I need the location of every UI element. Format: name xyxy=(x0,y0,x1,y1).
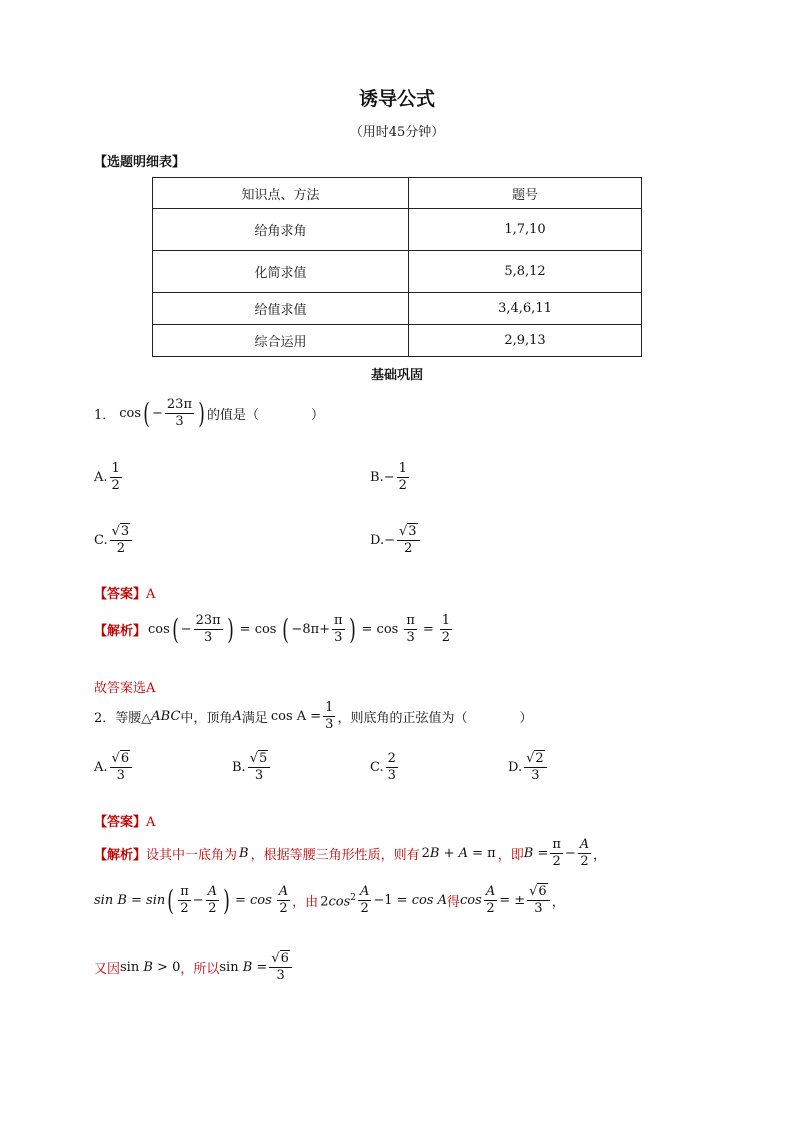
math-var: B xyxy=(239,846,249,862)
table-cell: 3,4,6,11 xyxy=(409,293,642,325)
math-expr: sin B = xyxy=(219,960,268,976)
minus-sign: − xyxy=(180,622,192,638)
fraction xyxy=(248,752,271,784)
math-expr: = ± xyxy=(499,893,526,909)
fraction-denominator: 2 xyxy=(116,541,126,557)
table-row xyxy=(153,251,642,293)
fraction-numerator: 23π xyxy=(194,614,223,630)
math-term: −8π+ xyxy=(291,622,331,638)
left-paren: ( xyxy=(171,612,179,646)
fraction-numerator: 1 xyxy=(110,462,122,478)
math-expr: B = π 2 − A 2 ， xyxy=(523,837,607,870)
analysis-line xyxy=(94,614,454,646)
fraction-denominator: 2 xyxy=(441,630,451,646)
section-heading: 基础巩固 xyxy=(370,368,423,383)
math-expr: cos xyxy=(460,893,482,909)
angle-name: A xyxy=(232,709,242,725)
table-row xyxy=(153,293,642,325)
fraction-numerator: √6 xyxy=(110,752,133,768)
table-cell: 1,7,10 xyxy=(409,209,642,251)
fraction: $\frac{√6}{3}$ xyxy=(269,952,292,984)
section-label: 【选题明细表】 xyxy=(94,155,186,170)
table-cell: 化简求值 xyxy=(153,251,409,293)
table-cell: 给角求角 xyxy=(153,209,409,251)
answer-value: A xyxy=(146,587,156,602)
right-paren: ) xyxy=(198,396,205,430)
radicand: 3 xyxy=(120,524,130,539)
option-label: C. xyxy=(94,533,108,549)
analysis-text: ，即 xyxy=(497,848,524,864)
question-number: 1． xyxy=(94,408,116,424)
option-b xyxy=(232,752,272,784)
analysis-label: 【解析】 xyxy=(94,624,147,640)
fraction-denominator: 3 xyxy=(531,768,540,784)
fraction xyxy=(165,398,194,430)
analysis-line-1 xyxy=(94,838,606,870)
option-c xyxy=(94,525,134,557)
cos-text: cos xyxy=(119,406,142,422)
fraction xyxy=(397,525,420,557)
fraction: $\frac{√6}{3}$ xyxy=(527,885,550,917)
fraction-denominator: 2 xyxy=(398,478,407,494)
option-label: B. xyxy=(370,470,384,486)
table-header-cell: 知识点、方法 xyxy=(153,178,409,209)
answer-value: A xyxy=(146,815,156,830)
math-expr: 2B + A = π xyxy=(421,846,496,862)
left-paren: ( xyxy=(282,612,290,646)
fraction-numerator: √3 xyxy=(110,525,133,541)
right-paren: ) xyxy=(223,883,230,917)
option-d xyxy=(508,752,549,784)
analysis-text: 设其中一底角为 xyxy=(146,848,238,864)
option-a xyxy=(94,462,124,494)
stem-text: ，则底角的正弦值为（ ） xyxy=(337,711,533,727)
question-tail: 的值是（ ） xyxy=(206,408,324,424)
fraction-denominator: 2 xyxy=(404,541,413,557)
option-c xyxy=(370,752,400,784)
table-row xyxy=(153,209,642,251)
radicand: 6 xyxy=(120,751,130,766)
analysis-line-2: sin B = sin ( π 2 − A 2 ) = cos A 2 ，由 $2\cos^2$ A 2 −1 = cos A 得 cos $\frac{A}{2}$ = ± $\frac{√6}{3}$ ， xyxy=(94,883,565,917)
conclusion-text: 故答案选A xyxy=(94,681,156,696)
fraction xyxy=(110,525,133,557)
fraction xyxy=(110,462,122,494)
option-d xyxy=(370,525,422,557)
question-2-stem xyxy=(94,701,532,733)
option-b xyxy=(370,462,411,494)
fraction-denominator: 3 xyxy=(175,414,184,430)
option-label: D. xyxy=(508,760,523,776)
fraction xyxy=(323,701,335,733)
fraction xyxy=(386,752,398,784)
fraction: $\frac{A}{2}$ xyxy=(485,884,496,917)
stem-text: 等腰△ xyxy=(115,711,152,727)
minus-sign: − xyxy=(152,406,163,422)
math-expr: sin B = sin xyxy=(94,893,166,909)
fraction xyxy=(404,614,417,646)
table-cell: 2,9,13 xyxy=(409,325,642,357)
fraction xyxy=(397,462,409,494)
fraction-numerator: π xyxy=(404,614,417,630)
table-cell: 综合运用 xyxy=(153,325,409,357)
radicand: 3 xyxy=(408,524,417,539)
answer-label: 【答案】 xyxy=(94,815,147,830)
table-header-cell: 题号 xyxy=(409,178,642,209)
option-label: D. xyxy=(370,533,385,549)
topic-table xyxy=(152,177,642,357)
fraction xyxy=(524,752,547,784)
math-expr: $2\cos^2$ xyxy=(320,892,356,909)
fraction-numerator: 1 xyxy=(440,614,452,630)
fraction-numerator: √2 xyxy=(524,752,547,768)
fraction-denominator: 3 xyxy=(254,768,264,784)
fraction-denominator: 3 xyxy=(387,768,396,784)
minus-sign: − xyxy=(383,470,395,486)
analysis-text: ，根据等腰三角形性质，则有 xyxy=(250,848,420,864)
math-cos: cos xyxy=(148,622,170,638)
option-label: C. xyxy=(370,760,384,776)
fraction-numerator: π xyxy=(332,614,345,630)
answer-label: 【答案】 xyxy=(94,587,147,602)
answer-line xyxy=(94,811,155,830)
page-title: 诱导公式 xyxy=(358,88,435,110)
analysis-line-3 xyxy=(94,952,294,984)
math-equals: = cos xyxy=(239,622,277,638)
table-row xyxy=(153,325,642,357)
fraction-denominator: 3 xyxy=(325,717,334,733)
fraction xyxy=(110,752,133,784)
fraction: A 2 xyxy=(359,884,370,917)
right-paren: ) xyxy=(348,612,356,646)
fraction xyxy=(194,614,223,646)
analysis-text: ，所以 xyxy=(180,962,220,978)
left-paren: ( xyxy=(167,883,174,917)
math-expr: sin B > 0 xyxy=(120,960,181,976)
minus-sign: − xyxy=(384,533,395,549)
fraction-denominator: 3 xyxy=(406,630,415,646)
fraction-denominator: 2 xyxy=(111,478,120,494)
fraction xyxy=(332,614,345,646)
math-expr: = cos xyxy=(234,893,272,909)
table-cell: 给值求值 xyxy=(153,293,409,325)
fraction-numerator: 23π xyxy=(165,398,194,414)
radicand: 2 xyxy=(535,751,544,766)
punct: ， xyxy=(551,895,565,911)
math-equals: = xyxy=(422,622,434,638)
answer-line xyxy=(94,583,155,602)
triangle-name: ABC xyxy=(151,709,181,725)
analysis-label: 【解析】 xyxy=(94,848,147,864)
question-number: 2． xyxy=(94,711,116,727)
fraction-numerator: √3 xyxy=(397,525,420,541)
fraction-numerator: 1 xyxy=(397,462,409,478)
table-cell: 5,8,12 xyxy=(409,251,642,293)
option-label: A. xyxy=(94,760,108,776)
fraction: A 2 xyxy=(278,884,289,917)
math-cos: cos A = xyxy=(270,709,322,725)
option-label: B. xyxy=(232,760,246,776)
option-a xyxy=(94,752,134,784)
fraction xyxy=(440,614,452,646)
math-equals: = cos xyxy=(361,622,399,638)
math-expr: −1 = cos A xyxy=(373,893,448,909)
analysis-text: 又因 xyxy=(94,962,121,978)
analysis-text: ，由 xyxy=(292,895,319,911)
stem-text: 中，顶角 xyxy=(180,711,233,727)
right-paren: ) xyxy=(226,612,234,646)
analysis-text: 得 xyxy=(447,895,461,911)
left-paren: ( xyxy=(143,396,150,430)
fraction-numerator: 2 xyxy=(386,752,398,768)
stem-text: 满足 xyxy=(241,711,268,727)
fraction-denominator: 3 xyxy=(116,768,125,784)
fraction: A 2 xyxy=(207,884,218,917)
table-header-row xyxy=(153,178,642,209)
fraction-denominator: 3 xyxy=(334,630,343,646)
option-label: A. xyxy=(94,470,108,486)
fraction-numerator: 1 xyxy=(323,701,335,717)
page-subtitle: （用时45分钟） xyxy=(349,125,445,140)
radicand: 5 xyxy=(258,751,268,766)
fraction-denominator: 3 xyxy=(204,630,213,646)
question-1-stem xyxy=(94,398,324,430)
fraction-numerator: √5 xyxy=(248,752,271,768)
fraction: π 2 xyxy=(180,884,189,917)
